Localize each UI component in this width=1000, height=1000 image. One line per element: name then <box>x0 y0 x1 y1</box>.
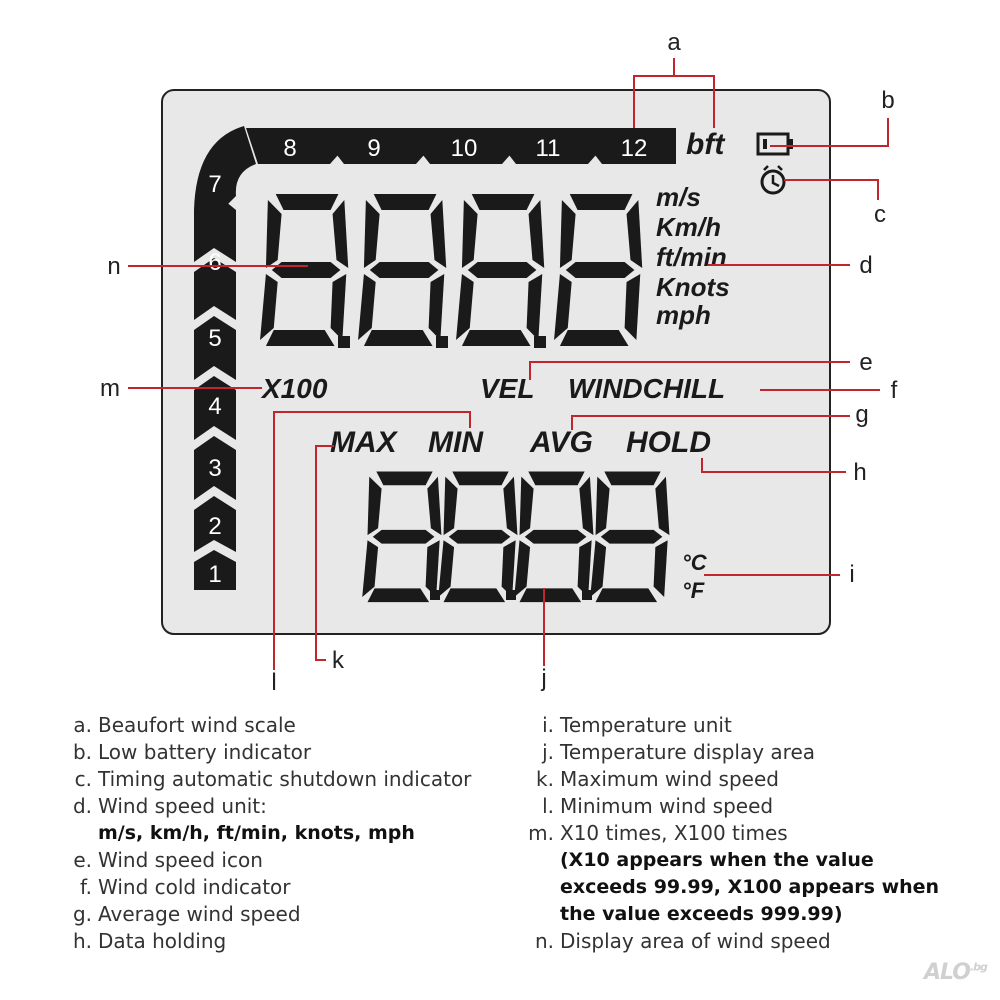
legend-item-f: f. Wind cold indicator <box>80 875 291 899</box>
legend-item-e: e. Wind speed icon <box>73 848 263 872</box>
windchill-label: WINDCHILL <box>568 373 726 404</box>
legend-item-k: k. Maximum wind speed <box>536 767 779 791</box>
beaufort-12: 12 <box>620 135 648 162</box>
beaufort-scale-top <box>246 128 676 164</box>
callout-b: b <box>881 87 895 114</box>
beaufort-6: 6 <box>208 249 222 276</box>
min-label: MIN <box>428 426 483 459</box>
callout-h: h <box>853 459 867 486</box>
callout-f: f <box>890 377 898 404</box>
max-label: MAX <box>330 426 397 459</box>
callout-n: n <box>107 253 121 280</box>
legend-item-m-note-1: (X10 appears when the value <box>560 849 874 871</box>
callout-d: d <box>859 252 873 279</box>
legend-item-h: h. Data holding <box>72 929 227 953</box>
callout-e: e <box>859 349 873 376</box>
legend-item-j: j. Temperature display area <box>542 740 816 764</box>
unit-ms: m/s <box>656 182 701 212</box>
callout-k: k <box>332 647 344 674</box>
callout-a: a <box>667 29 681 56</box>
unit-ftmin: ft/min <box>656 242 727 272</box>
hold-label: HOLD <box>626 426 711 459</box>
beaufort-9: 9 <box>367 135 381 162</box>
watermark-logo: $ALO^{.bg}$ <box>924 960 987 985</box>
beaufort-8: 8 <box>283 135 297 162</box>
beaufort-unit: bft <box>686 128 725 161</box>
legend-item-d: d. Wind speed unit: <box>72 794 267 818</box>
callout-j: j <box>541 665 547 692</box>
legend-right <box>524 712 964 955</box>
avg-label: AVG <box>530 426 593 459</box>
legend-item-d-units: m/s, km/h, ft/min, knots, mph <box>98 822 415 844</box>
callout-m: m <box>100 375 120 402</box>
beaufort-7: 7 <box>208 171 222 198</box>
unit-mph: mph <box>656 300 711 330</box>
callout-l: l <box>271 669 277 696</box>
legend-item-m-note-2: exceeds 99.99, X100 appears when <box>560 876 940 898</box>
beaufort-1: 1 <box>208 561 222 588</box>
legend-item-g: g. Average wind speed <box>72 902 301 926</box>
unit-kmh: Km/h <box>656 212 721 242</box>
callout-i: i <box>849 561 855 588</box>
unit-fahrenheit: °F <box>682 578 705 603</box>
legend-item-m: m. X10 times, X100 times <box>528 821 788 845</box>
beaufort-10: 10 <box>450 135 478 162</box>
callout-g: g <box>855 401 869 428</box>
beaufort-3: 3 <box>208 455 222 482</box>
legend-item-m-note-3: the value exceeds 999.99) <box>560 903 843 925</box>
vel-label: VEL <box>480 373 535 404</box>
beaufort-11: 11 <box>535 135 561 162</box>
beaufort-4: 4 <box>208 393 222 420</box>
legend-left <box>62 712 532 955</box>
legend-item-i: i. Temperature unit <box>542 713 732 737</box>
unit-knots: Knots <box>656 272 730 302</box>
legend-item-b: b. Low battery indicator <box>72 740 312 764</box>
beaufort-5: 5 <box>208 325 222 352</box>
legend-item-a: a. Beaufort wind scale <box>73 713 296 737</box>
legend-item-c: c. Timing automatic shutdown indicator <box>74 767 472 791</box>
unit-celsius: °C <box>682 550 707 575</box>
legend-item-n: n. Display area of wind speed <box>534 929 831 953</box>
legend-item-l: l. Minimum wind speed <box>542 794 774 818</box>
beaufort-2: 2 <box>208 513 222 540</box>
callout-c: c <box>874 201 886 228</box>
multiplier-label: X100 <box>262 373 328 404</box>
